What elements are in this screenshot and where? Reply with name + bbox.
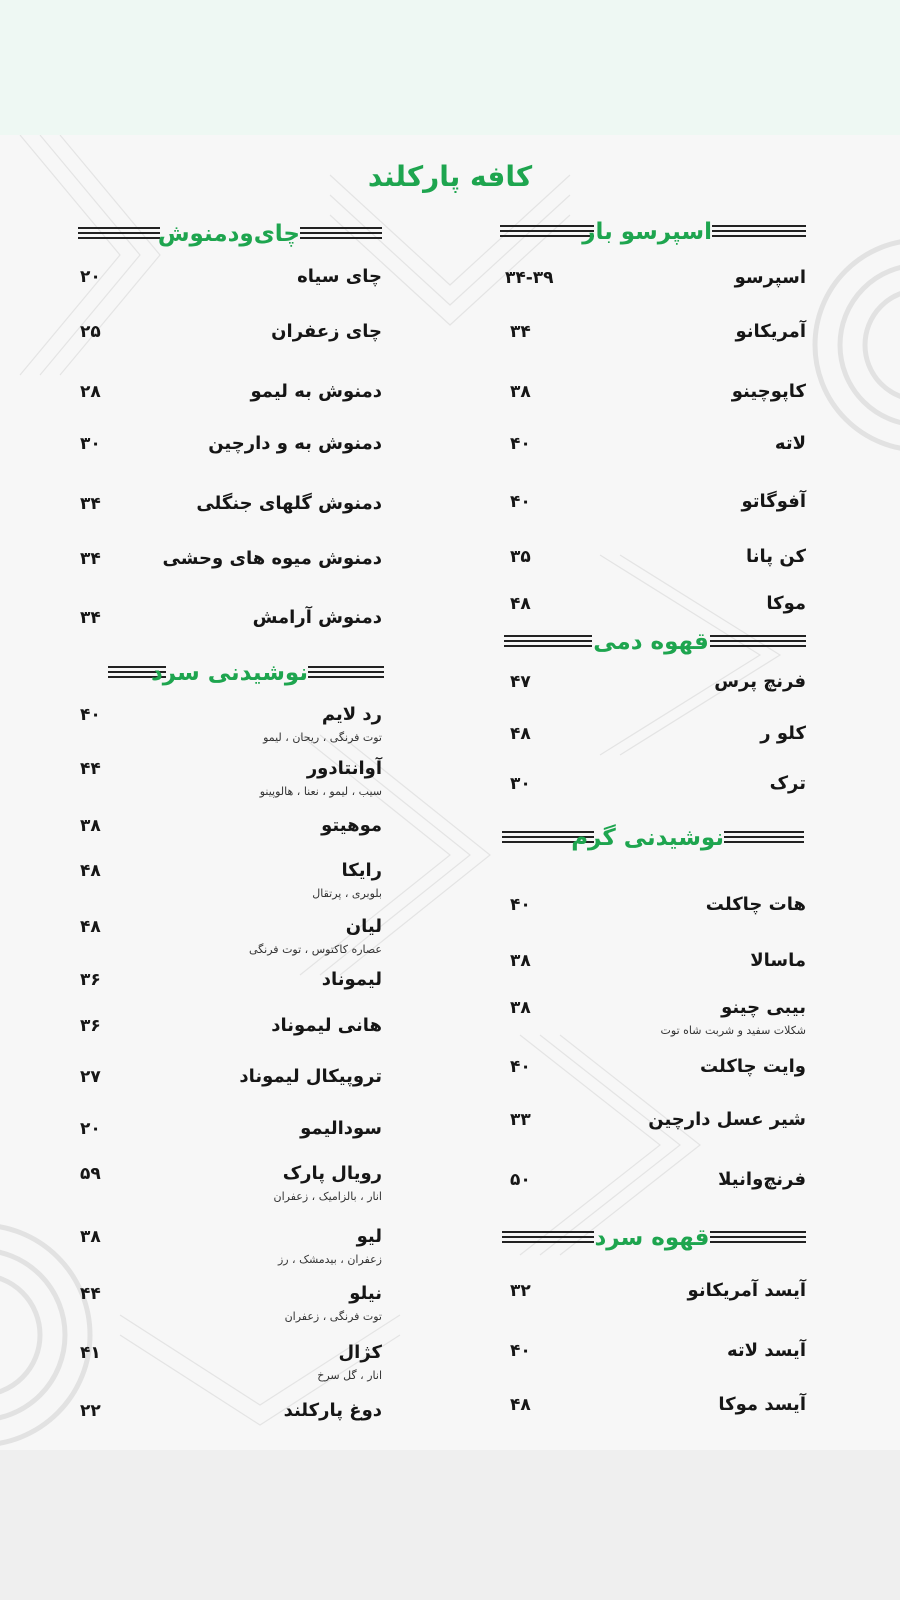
item-name: لیو [356, 1226, 382, 1247]
divider-lines [78, 227, 160, 239]
item-price: ۳۸ [80, 816, 101, 836]
item-price: ۲۸ [80, 382, 101, 402]
menu-item [510, 1106, 806, 1162]
item-price: ۴۰ [510, 492, 531, 512]
menu-item [80, 701, 382, 757]
item-price: ۳۴ [80, 608, 101, 628]
menu-item [80, 755, 382, 811]
item-price: ۴۴ [80, 1284, 101, 1304]
section-heading: نوشیدنی سرد [151, 660, 308, 686]
item-name: دمنوش به و دارچین [208, 433, 382, 454]
menu-item [80, 430, 382, 486]
menu-item [510, 1391, 806, 1447]
menu-item [80, 1223, 382, 1279]
item-name: دمنوش آرامش [252, 607, 382, 628]
menu-item [80, 913, 382, 969]
item-price: ۴۴ [80, 759, 101, 779]
menu-item [510, 770, 806, 826]
item-name: شیر عسل دارچین [648, 1109, 806, 1130]
item-name: آوانتادور [306, 758, 382, 779]
item-price: ۴۰ [510, 1057, 531, 1077]
item-price: ۴۱ [80, 1343, 101, 1363]
item-name: دوغ پارکلند [283, 1400, 382, 1421]
item-price: ۳۴ [80, 549, 101, 569]
item-price: ۴۷ [510, 672, 531, 692]
item-price: ۳۰ [80, 434, 101, 454]
menu-item [80, 1339, 382, 1395]
menu-item [80, 1012, 382, 1068]
item-name: آفوگاتو [741, 491, 806, 512]
item-name: هات چاکلت [705, 894, 806, 915]
item-price: ۴۸ [510, 1395, 531, 1415]
item-price: ۳۸ [510, 382, 531, 402]
divider-lines [712, 225, 806, 237]
divider-lines [502, 1231, 594, 1243]
item-price: ۲۷ [80, 1067, 101, 1087]
item-price: ۵۹ [80, 1164, 101, 1184]
item-name: موکا [766, 593, 806, 614]
item-price: ۴۰ [510, 895, 531, 915]
item-price: ۴۸ [80, 917, 101, 937]
item-price: ۲۰ [80, 1119, 101, 1139]
item-name: آیسد لاته [727, 1340, 806, 1361]
item-name: چای سیاه [297, 266, 382, 287]
item-name: لیان [345, 916, 382, 937]
menu-item [510, 1277, 806, 1333]
item-name: رد لایم [321, 704, 382, 725]
section-heading: نوشیدنی گرم [571, 825, 724, 851]
item-price: ۳۲ [510, 1281, 531, 1301]
item-name: ترک [769, 773, 806, 794]
item-name: فرنچ‌وانیلا [718, 1169, 806, 1190]
item-name: تروپیکال لیموناد [239, 1066, 382, 1087]
item-price: ۴۸ [510, 594, 531, 614]
item-name: هانی لیموناد [271, 1015, 382, 1036]
cafe-title: کافه پارکلند [367, 160, 533, 193]
menu-item [80, 318, 382, 374]
item-description: توت فرنگی ، زعفران [284, 1310, 382, 1323]
item-name: لیموناد [321, 969, 382, 990]
section-iced-coffee [502, 1223, 806, 1253]
item-price: ۴۸ [80, 861, 101, 881]
item-price: ۲۵ [80, 322, 101, 342]
section-tea-herbal [78, 219, 382, 249]
item-name: آمریکانو [735, 321, 806, 342]
item-name: اسپرسو [734, 267, 806, 288]
item-name: دمنوش گلهای جنگلی [196, 493, 382, 514]
divider-lines [710, 1231, 806, 1243]
divider-lines [500, 225, 594, 237]
menu-item [80, 1397, 382, 1453]
menu-item [510, 720, 806, 776]
item-name: کاپوچینو [731, 381, 806, 402]
section-heading: اسپرسو بار [582, 219, 712, 245]
item-price: ۴۰ [510, 1341, 531, 1361]
item-name: دمنوش به لیمو [250, 381, 382, 402]
item-price: ۲۲ [80, 1401, 101, 1421]
section-espresso-bar [500, 217, 806, 247]
menu-item [80, 545, 382, 601]
item-name: رویال پارک [282, 1163, 382, 1184]
item-price: ۴۸ [510, 724, 531, 744]
item-name: سودالیمو [300, 1118, 382, 1139]
item-name: چای زعفران [271, 321, 382, 342]
divider-lines [710, 635, 806, 647]
section-heading: چای‌ودمنوش [157, 221, 300, 247]
item-price: ۳۶ [80, 970, 101, 990]
divider-lines [300, 227, 382, 239]
item-price: ۳۰ [510, 774, 531, 794]
divider-lines [308, 666, 384, 678]
menu-item [80, 378, 382, 434]
menu-item [80, 1160, 382, 1216]
item-name: ماسالا [750, 950, 806, 971]
menu-item [510, 378, 806, 434]
menu-item [510, 994, 806, 1050]
item-price: ۳۸ [80, 1227, 101, 1247]
menu-item [505, 264, 806, 320]
menu-item [510, 318, 806, 374]
section-heading: قهوه سرد [594, 1225, 710, 1251]
item-price: ۳۸ [510, 998, 531, 1018]
item-price: ۴۰ [80, 705, 101, 725]
menu-item [510, 1337, 806, 1393]
item-name: آیسد موکا [718, 1394, 806, 1415]
top-band [0, 0, 900, 135]
menu-item [510, 1053, 806, 1109]
item-price: ۳۵ [510, 547, 531, 567]
item-price: ۳۴ [80, 494, 101, 514]
item-description: شکلات سفید و شربت شاه توت [660, 1024, 806, 1037]
item-price: ۴۰ [510, 434, 531, 454]
item-price: ۲۰ [80, 267, 101, 287]
menu-item [80, 604, 382, 660]
divider-lines [504, 635, 592, 647]
section-brewed-coffee [504, 627, 806, 657]
menu-item [80, 263, 382, 319]
item-description: انار ، بالزامیک ، زعفران [273, 1190, 382, 1203]
item-name: وایت چاکلت [699, 1056, 806, 1077]
section-cold-drinks [108, 658, 384, 688]
item-price: ۳۸ [510, 951, 531, 971]
item-name: دمنوش میوه های وحشی [162, 548, 382, 569]
item-name: نیلو [349, 1283, 382, 1304]
item-name: فرنچ پرس [714, 671, 806, 692]
item-name: موهیتو [321, 815, 382, 836]
bottom-band [0, 1450, 900, 1600]
menu-item [80, 490, 382, 546]
divider-lines [724, 831, 804, 843]
item-description: سیب ، لیمو ، نعنا ، هالوپینو [259, 785, 382, 798]
item-name: کژال [338, 1342, 382, 1363]
item-price: ۵۰ [510, 1170, 531, 1190]
item-name: رایکا [341, 860, 382, 881]
item-price: ۳۴-۳۹ [505, 268, 554, 288]
item-description: عصاره کاکتوس ، توت فرنگی [248, 943, 382, 956]
item-name: کن پانا [746, 546, 806, 567]
item-description: انار ، گل سرخ [317, 1369, 382, 1382]
section-heading: قهوه دمی [593, 629, 709, 655]
menu-item [510, 1166, 806, 1222]
item-description: توت فرنگی ، ریحان ، لیمو [263, 731, 382, 744]
menu-item [80, 1280, 382, 1336]
menu-item [510, 668, 806, 724]
item-price: ۳۴ [510, 322, 531, 342]
item-name: لاته [774, 433, 806, 454]
menu-item [510, 891, 806, 947]
item-price: ۳۶ [80, 1016, 101, 1036]
menu-item [80, 857, 382, 913]
menu-item [80, 1063, 382, 1119]
item-name: آیسد آمریکانو [687, 1280, 806, 1301]
item-description: بلوبری ، پرتقال [312, 887, 382, 900]
menu-item [510, 430, 806, 486]
item-price: ۳۳ [510, 1110, 531, 1130]
item-name: کلو ر [760, 723, 806, 744]
item-description: زعفران ، بیدمشک ، رز [277, 1253, 382, 1266]
section-hot-drinks [502, 823, 804, 853]
menu-item [510, 488, 806, 544]
item-name: بیبی چینو [721, 997, 806, 1018]
